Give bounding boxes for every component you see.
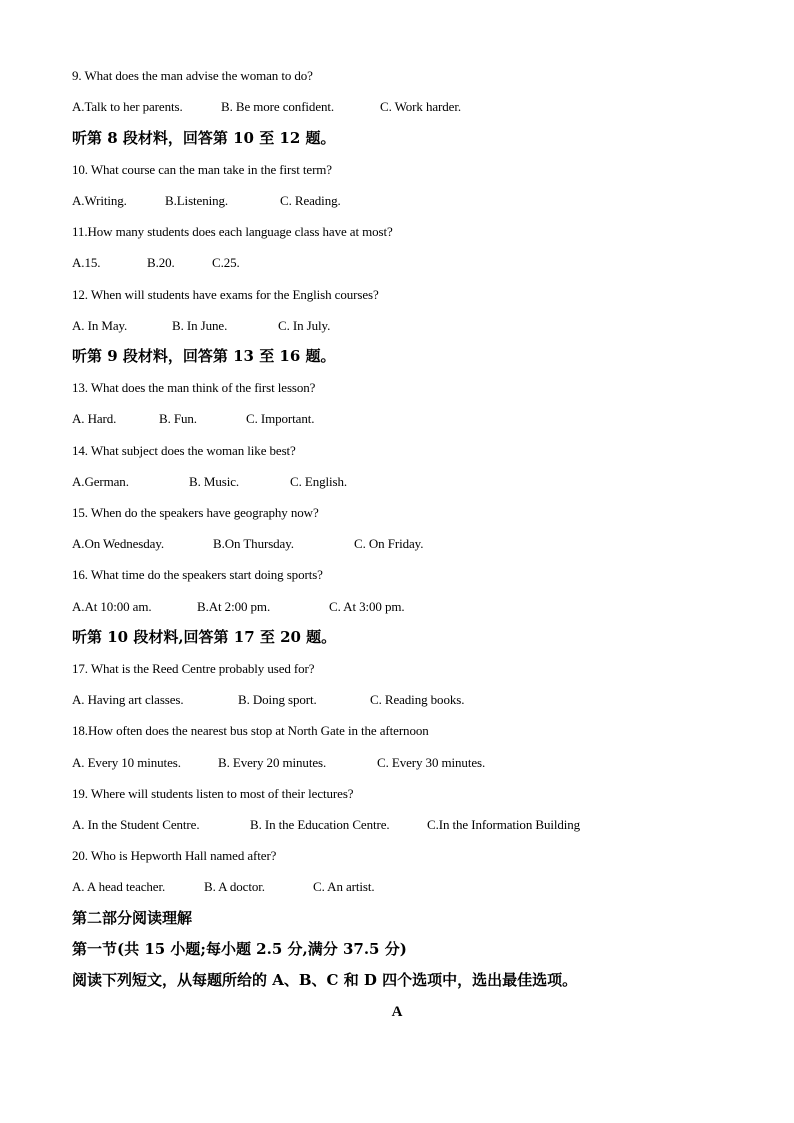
option-12-c: C. In July. <box>278 318 331 333</box>
option-20-b: B. A doctor. <box>204 879 265 894</box>
question-stem-11: 11.How many students does each language class have at most? <box>72 224 393 239</box>
question-stem-9: 9. What does the man advise the woman to do? <box>72 68 313 83</box>
option-19-b: B. In the Education Centre. <box>250 817 390 832</box>
option-20-a: A. A head teacher. <box>72 879 166 894</box>
option-11-c: C.25. <box>212 255 240 270</box>
option-16-b: B.At 2:00 pm. <box>197 599 271 614</box>
section-heading-seg8: 听第 8 段材料，回答第 10 至 12 题。 <box>72 129 336 147</box>
section-heading-seg9: 听第 9 段材料，回答第 13 至 16 题。 <box>72 347 336 365</box>
option-13-c: C. Important. <box>246 411 315 426</box>
option-12-a: A. In May. <box>72 318 128 333</box>
question-stem-17: 17. What is the Reed Centre probably used for? <box>72 661 315 676</box>
instruction-text: 阅读下列短文，从每题所给的 A、B、C 和 D 四个选项中，选出最佳选项。 <box>72 971 578 989</box>
option-10-b: B.Listening. <box>165 193 229 208</box>
section-heading-seg10: 听第 10 段材料,回答第 17 至 20 题。 <box>72 628 337 646</box>
passage-label: A <box>391 1004 403 1020</box>
option-16-a: A.At 10:00 am. <box>72 599 152 614</box>
option-18-b: B. Every 20 minutes. <box>218 755 327 770</box>
question-stem-20: 20. Who is Hepworth Hall named after? <box>72 848 277 863</box>
question-stem-13: 13. What does the man think of the first lesson? <box>72 380 316 395</box>
option-19-a: A. In the Student Centre. <box>72 817 200 832</box>
option-14-a: A.German. <box>72 474 129 489</box>
option-16-c: C. At 3:00 pm. <box>329 599 405 614</box>
option-14-c: C. English. <box>290 474 348 489</box>
option-15-b: B.On Thursday. <box>213 536 294 551</box>
option-10-a: A.Writing. <box>72 193 127 208</box>
option-11-b: B.20. <box>147 255 175 270</box>
question-stem-14: 14. What subject does the woman like best? <box>72 443 296 458</box>
option-15-a: A.On Wednesday. <box>72 536 165 551</box>
option-17-b: B. Doing sport. <box>238 692 317 707</box>
question-stem-19: 19. Where will students listen to most of their lectures? <box>72 786 354 801</box>
option-18-c: C. Every 30 minutes. <box>377 755 486 770</box>
option-17-c: C. Reading books. <box>370 692 465 707</box>
option-17-a: A. Having art classes. <box>72 692 184 707</box>
section-title: 第一节(共 15 小题;每小题 2.5 分,满分 37.5 分) <box>72 940 407 958</box>
option-10-c: C. Reading. <box>280 193 341 208</box>
option-15-c: C. On Friday. <box>354 536 424 551</box>
question-stem-12: 12. When will students have exams for the English courses? <box>72 287 379 302</box>
question-stem-10: 10. What course can the man take in the first term? <box>72 162 332 177</box>
question-stem-18: 18.How often does the nearest bus stop at North Gate in the afternoon <box>72 723 429 738</box>
option-9-b: B. Be more confident. <box>221 99 335 114</box>
option-13-b: B. Fun. <box>159 411 197 426</box>
option-14-b: B. Music. <box>189 474 240 489</box>
option-19-c: C.In the Information Building <box>427 817 581 832</box>
question-stem-15: 15. When do the speakers have geography now? <box>72 505 319 520</box>
option-12-b: B. In June. <box>172 318 228 333</box>
option-9-c: C. Work harder. <box>380 99 461 114</box>
question-stem-16: 16. What time do the speakers start doing sports? <box>72 567 323 582</box>
option-13-a: A. Hard. <box>72 411 117 426</box>
part-title: 第二部分阅读理解 <box>72 909 193 927</box>
option-20-c: C. An artist. <box>313 879 375 894</box>
option-9-a: A.Talk to her parents. <box>72 99 183 114</box>
option-11-a: A.15. <box>72 255 101 270</box>
option-18-a: A. Every 10 minutes. <box>72 755 181 770</box>
